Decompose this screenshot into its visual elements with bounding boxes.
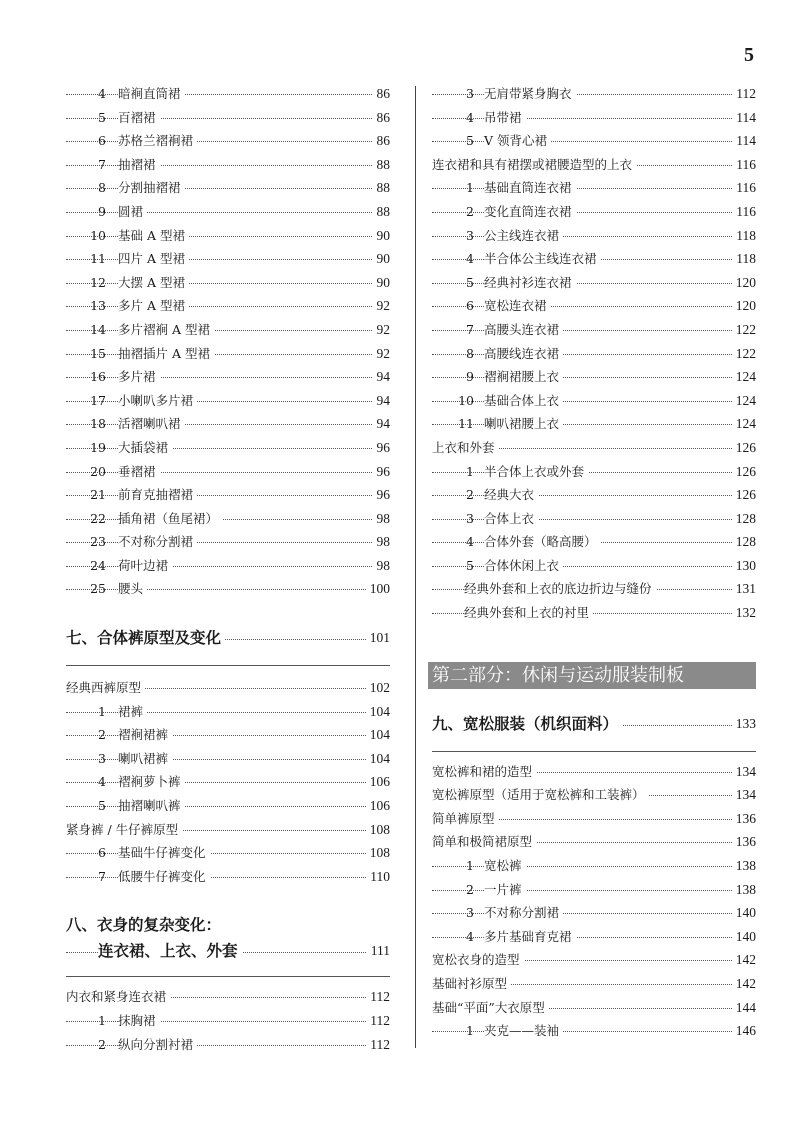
toc-entry	[66, 294, 390, 318]
entry-number: 7	[98, 868, 106, 884]
toc-entry	[66, 747, 390, 771]
trouser-entries	[66, 700, 390, 818]
entry-number: 4	[98, 86, 106, 101]
toc-entry	[66, 460, 390, 484]
entry-title: 宽松衣身的造型	[432, 948, 524, 972]
entry-number: 5	[466, 557, 474, 573]
toc-entry	[432, 271, 756, 295]
entry-number: 24	[90, 557, 106, 573]
entry-title: 基础衬衫原型	[432, 972, 511, 996]
entry-number: 7	[466, 321, 474, 337]
skirt-entries	[66, 82, 390, 601]
entry-number: 2	[466, 203, 474, 219]
entry-number: 4	[466, 534, 474, 550]
entry-page: 90	[373, 224, 391, 248]
entry-page: 140	[732, 925, 756, 949]
entry-page: 86	[373, 82, 391, 106]
entry-number: 4	[466, 928, 474, 944]
toc-entry	[432, 342, 756, 366]
entry-number: 9	[466, 369, 474, 385]
toc-entry	[432, 901, 756, 925]
toc-entry	[66, 271, 390, 295]
entry-number: 10	[458, 392, 474, 408]
entry-page: 116	[732, 153, 756, 177]
entry-title: 褶裥裙腰上衣	[484, 365, 563, 389]
entry-title: 垂褶裙	[118, 460, 160, 484]
toc-entry	[432, 129, 756, 153]
entry-number: 5	[466, 274, 474, 290]
toc-entry	[66, 224, 390, 248]
entry-page: 94	[373, 389, 391, 413]
jeans-entries	[66, 841, 390, 888]
entry-title: 半合体上衣或外套	[484, 460, 588, 484]
entry-page: 136	[732, 807, 756, 831]
entry-page: 94	[373, 365, 391, 389]
entry-page: 124	[732, 389, 756, 413]
entry-page: 92	[373, 342, 391, 366]
entry-title: 褶裥萝卜裤	[118, 770, 185, 794]
toc-entry	[66, 365, 390, 389]
toc-entry	[66, 841, 390, 865]
entry-page: 98	[373, 554, 391, 578]
entry-page: 124	[732, 365, 756, 389]
entry-page: 134	[732, 783, 756, 807]
toc-entry	[432, 554, 756, 578]
right-column	[432, 82, 756, 1043]
toc-entry	[66, 700, 390, 724]
entry-page: 126	[732, 436, 756, 460]
section-entry	[66, 985, 390, 1009]
entry-title: 简单裤原型	[432, 807, 499, 831]
entry-page: 142	[732, 948, 756, 972]
entry-title: 简单和极简裙原型	[432, 830, 536, 854]
toc-entry	[66, 153, 390, 177]
entry-title: 暗裥直筒裙	[118, 82, 185, 106]
toc-entry	[432, 224, 756, 248]
entry-page: 104	[366, 723, 390, 747]
entry-number: 5	[98, 798, 106, 814]
entry-page: 116	[732, 200, 756, 224]
entry-title: 低腰牛仔裤变化	[118, 865, 210, 889]
entry-page: 88	[373, 176, 391, 200]
entry-page: 106	[366, 794, 390, 818]
entry-title: 基础直筒连衣裙	[484, 176, 576, 200]
entry-page: 106	[366, 770, 390, 794]
chapter-page: 111	[367, 938, 390, 964]
entry-number: 4	[466, 109, 474, 125]
entry-title: 吊带裙	[484, 106, 526, 130]
toc-entry	[66, 436, 390, 460]
entry-title: 一片裤	[484, 878, 526, 902]
entry-page: 112	[366, 1009, 390, 1033]
entry-number: 2	[466, 881, 474, 897]
entry-page: 114	[732, 106, 756, 130]
entry-title: 高腰线连衣裙	[484, 342, 563, 366]
entry-number: 1	[466, 180, 474, 196]
entry-title: 不对称分割裙	[118, 530, 197, 554]
toc-entry	[432, 854, 756, 878]
entry-page: 120	[732, 294, 756, 318]
entry-title: 前育克抽褶裙	[118, 483, 197, 507]
toc-entry	[66, 176, 390, 200]
toc-entry	[66, 412, 390, 436]
entry-page: 110	[366, 865, 390, 889]
entry-title: 苏格兰褶裥裙	[118, 129, 197, 153]
entry-title: 多片基础育克裙	[484, 925, 576, 949]
entry-number: 11	[458, 416, 474, 432]
entry-page: 90	[373, 271, 391, 295]
entry-page: 126	[732, 460, 756, 484]
entry-title: 连衣裙和具有裙摆或裙腰造型的上衣	[432, 153, 636, 177]
toc-entry	[432, 365, 756, 389]
chapter-7-heading	[66, 623, 390, 653]
entry-number: 5	[98, 109, 106, 125]
toc-entry	[432, 460, 756, 484]
underwear-continued-entries	[432, 82, 756, 153]
entry-page: 92	[373, 294, 391, 318]
entry-number: 3	[466, 905, 474, 921]
chapter-title: 七、合体裤原型及变化	[66, 629, 225, 647]
entry-number: 6	[98, 133, 106, 149]
toc-entry	[432, 577, 756, 601]
entry-number: 2	[98, 1036, 106, 1052]
toc-entry	[66, 247, 390, 271]
entry-number: 19	[90, 439, 106, 455]
toc-entry	[66, 342, 390, 366]
chapter-title: 九、宽松服装（机织面料）	[432, 715, 622, 733]
body-section-entries	[432, 948, 756, 1019]
toc-entry	[432, 972, 756, 996]
toc-entry	[432, 760, 756, 784]
entry-page: 116	[732, 176, 756, 200]
page-number: 5	[744, 44, 754, 66]
entry-number: 20	[90, 463, 106, 479]
entry-page: 136	[732, 830, 756, 854]
entry-number: 22	[90, 510, 106, 526]
entry-number: 6	[98, 845, 106, 861]
toc-entry	[432, 830, 756, 854]
entry-title: 经典外套和上衣的底边折边与缝份	[464, 577, 656, 601]
entry-title: 分割抽褶裙	[118, 176, 185, 200]
entry-title: 纵向分割衬裙	[118, 1033, 197, 1057]
entry-page: 131	[732, 577, 756, 601]
entry-page: 120	[732, 271, 756, 295]
entry-number: 17	[90, 392, 106, 408]
entry-number: 18	[90, 416, 106, 432]
toc-entry	[66, 106, 390, 130]
entry-page: 86	[373, 106, 391, 130]
entry-number: 1	[98, 1013, 106, 1028]
chapter-9-heading	[432, 709, 756, 739]
entry-title: 宽松裤和裙的造型	[432, 760, 536, 784]
toc-entry	[66, 483, 390, 507]
toc-entry	[66, 530, 390, 554]
entry-title: 喇叭裙裤	[118, 747, 172, 771]
toc-entry	[432, 878, 756, 902]
toc-entry	[432, 807, 756, 831]
toc-entry	[66, 794, 390, 818]
entry-page: 96	[373, 483, 391, 507]
entry-title: 抽褶喇叭裤	[118, 794, 185, 818]
entry-title: 四片 A 型裙	[118, 247, 189, 271]
entry-page: 124	[732, 412, 756, 436]
toc-entry	[432, 176, 756, 200]
jacket-extra-entries	[432, 577, 756, 624]
toc-entry	[66, 82, 390, 106]
jacket-entries	[432, 460, 756, 578]
entry-title: 基础牛仔裤变化	[118, 841, 210, 865]
entry-title: 基础合体上衣	[484, 389, 563, 413]
entry-page: 88	[373, 200, 391, 224]
entry-page: 144	[732, 996, 756, 1020]
toc-entry	[432, 106, 756, 130]
entry-title: 活褶喇叭裙	[118, 412, 185, 436]
entry-page: 92	[373, 318, 391, 342]
toc-entry	[66, 554, 390, 578]
body-item-entries	[432, 1019, 756, 1043]
entry-title: 宽松连衣裙	[484, 294, 551, 318]
entry-title: 无肩带紧身胸衣	[484, 82, 576, 106]
entry-page: 104	[366, 747, 390, 771]
entry-page: 108	[366, 818, 390, 842]
entry-number: 11	[90, 251, 106, 267]
entry-title: 基础 A 型裙	[118, 224, 189, 248]
entry-page: 140	[732, 901, 756, 925]
entry-number: 4	[98, 774, 106, 790]
entry-title: 抽褶插片 A 型裙	[118, 342, 214, 366]
entry-page: 88	[373, 153, 391, 177]
entry-page: 86	[373, 129, 391, 153]
entry-number: 3	[466, 510, 474, 526]
entry-page: 96	[373, 460, 391, 484]
entry-title: 宽松裤	[484, 854, 526, 878]
entry-page: 112	[732, 82, 756, 106]
toc-entry	[432, 996, 756, 1020]
column-divider	[415, 86, 416, 1048]
entry-number: 1	[466, 463, 474, 479]
toc-entry	[432, 601, 756, 625]
section-entry	[66, 676, 390, 700]
entry-page: 118	[732, 224, 756, 248]
toc-entry	[432, 530, 756, 554]
entry-page: 90	[373, 247, 391, 271]
entry-number: 1	[466, 858, 474, 874]
entry-title: 多片 A 型裙	[118, 294, 189, 318]
entry-title: 紧身裤 / 牛仔裤原型	[66, 818, 182, 842]
entry-title: 经典衬衫连衣裙	[484, 271, 576, 295]
entry-number: 8	[98, 180, 106, 196]
entry-title: 裙裤	[118, 700, 147, 724]
entry-page: 98	[373, 530, 391, 554]
toc-entry	[66, 129, 390, 153]
entry-page: 128	[732, 507, 756, 531]
entry-page: 118	[732, 247, 756, 271]
entry-title: 圆裙	[118, 200, 147, 224]
entry-title: 插角裙（鱼尾裙）	[118, 507, 222, 531]
entry-title: 夹克——装袖	[484, 1019, 563, 1043]
entry-title: 褶裥裙裤	[118, 723, 172, 747]
toc-entry	[432, 200, 756, 224]
entry-number: 2	[466, 487, 474, 503]
entry-page: 122	[732, 318, 756, 342]
entry-page: 108	[366, 841, 390, 865]
toc-entry	[432, 318, 756, 342]
entry-number: 12	[90, 274, 106, 290]
entry-title: V 领背心裙	[484, 129, 551, 153]
entry-title: 高腰头连衣裙	[484, 318, 563, 342]
part-two-banner: 第二部分：休闲与运动服装制板	[428, 662, 756, 689]
section-entry	[432, 436, 756, 460]
entry-title: 宽松裤原型（适用于宽松裤和工装裤）	[432, 783, 649, 807]
entry-title: 荷叶边裙	[118, 554, 172, 578]
toc-entry	[432, 82, 756, 106]
toc-entry	[66, 577, 390, 601]
entry-page: 104	[366, 700, 390, 724]
entry-page: 142	[732, 972, 756, 996]
chapter-title: 八、衣身的复杂变化：	[66, 916, 225, 934]
entry-number: 1	[466, 1023, 474, 1039]
chapter-page: 133	[732, 709, 756, 739]
entry-number: 6	[466, 298, 474, 314]
entry-page: 128	[732, 530, 756, 554]
toc-entry	[66, 1033, 390, 1057]
entry-page: 138	[732, 878, 756, 902]
entry-title: 合体外套（略高腰）	[484, 530, 601, 554]
toc-entry	[66, 770, 390, 794]
chapter-title: 连衣裙、上衣、外套	[98, 942, 242, 960]
entry-page: 138	[732, 854, 756, 878]
entry-page: 96	[373, 436, 391, 460]
toc-entry	[66, 318, 390, 342]
entry-title: 半合体公主线连衣裙	[484, 247, 601, 271]
entry-title: 抹胸裙	[118, 1009, 160, 1033]
entry-title: 经典西裤原型	[66, 676, 145, 700]
underwear-entries	[66, 1009, 390, 1056]
toc-entry	[432, 783, 756, 807]
entry-title: 腰头	[118, 577, 147, 601]
entry-title: 上衣和外套	[432, 436, 499, 460]
entry-page: 98	[373, 507, 391, 531]
entry-page: 122	[732, 342, 756, 366]
entry-number: 9	[98, 203, 106, 219]
entry-number: 25	[90, 581, 106, 597]
entry-number: 4	[466, 251, 474, 267]
left-column	[66, 82, 390, 1056]
toc-entry	[432, 389, 756, 413]
toc-entry	[66, 723, 390, 747]
entry-title: 经典外套和上衣的衬里	[464, 601, 593, 625]
dress-entries	[432, 176, 756, 436]
entry-number: 3	[466, 227, 474, 243]
toc-entry	[432, 247, 756, 271]
entry-number: 13	[90, 298, 106, 314]
entry-title: 大插袋裙	[118, 436, 172, 460]
entry-title: 变化直筒连衣裙	[484, 200, 576, 224]
loose-section-entries	[432, 760, 756, 854]
entry-title: 抽褶裙	[118, 153, 160, 177]
chapter-8-heading-line1	[66, 912, 390, 938]
toc-entry	[432, 507, 756, 531]
entry-page: 102	[366, 676, 390, 700]
toc-entry	[432, 483, 756, 507]
entry-title: 合体休闲上衣	[484, 554, 563, 578]
entry-page: 134	[732, 760, 756, 784]
entry-page: 100	[366, 577, 390, 601]
toc-entry	[432, 925, 756, 949]
entry-title: 不对称分割裙	[484, 901, 563, 925]
entry-number: 16	[90, 369, 106, 385]
entry-number: 10	[90, 227, 106, 243]
entry-page: 126	[732, 483, 756, 507]
entry-number: 21	[90, 487, 106, 503]
chapter-8-heading-line2	[66, 938, 390, 964]
entry-title: 小喇叭多片裙	[118, 389, 197, 413]
entry-page: 112	[366, 985, 390, 1009]
entry-page: 94	[373, 412, 391, 436]
chapter-page: 101	[366, 623, 390, 653]
entry-number: 5	[466, 133, 474, 149]
toc-entry	[432, 1019, 756, 1043]
entry-title: 百褶裙	[118, 106, 160, 130]
entry-page: 114	[732, 129, 756, 153]
entry-page: 130	[732, 554, 756, 578]
entry-number: 2	[98, 727, 106, 743]
toc-entry	[66, 200, 390, 224]
toc-entry	[432, 948, 756, 972]
entry-number: 1	[98, 703, 106, 719]
entry-title: 大摆 A 型裙	[118, 271, 189, 295]
entry-title: 多片裙	[118, 365, 160, 389]
entry-page: 146	[732, 1019, 756, 1043]
entry-title: 经典大衣	[484, 483, 538, 507]
section-entry	[66, 818, 390, 842]
entry-page: 112	[366, 1033, 390, 1057]
entry-page: 132	[732, 601, 756, 625]
toc-entry	[432, 294, 756, 318]
entry-title: 公主线连衣裙	[484, 224, 563, 248]
toc-entry	[66, 389, 390, 413]
entry-number: 7	[98, 156, 106, 172]
entry-number: 3	[466, 86, 474, 101]
entry-title: 合体上衣	[484, 507, 538, 531]
entry-number: 15	[90, 345, 106, 361]
loose-item-entries	[432, 854, 756, 948]
entry-title: 基础“平面”大衣原型	[432, 996, 549, 1020]
toc-entry	[432, 412, 756, 436]
entry-title: 内衣和紧身连衣裙	[66, 985, 170, 1009]
toc-entry	[66, 507, 390, 531]
entry-title: 多片褶裥 A 型裙	[118, 318, 214, 342]
entry-number: 14	[90, 321, 106, 337]
toc-entry	[66, 865, 390, 889]
entry-title: 喇叭裙腰上衣	[484, 412, 563, 436]
section-entry	[432, 153, 756, 177]
entry-number: 3	[98, 750, 106, 766]
entry-number: 23	[90, 534, 106, 550]
toc-entry	[66, 1009, 390, 1033]
entry-number: 8	[466, 345, 474, 361]
